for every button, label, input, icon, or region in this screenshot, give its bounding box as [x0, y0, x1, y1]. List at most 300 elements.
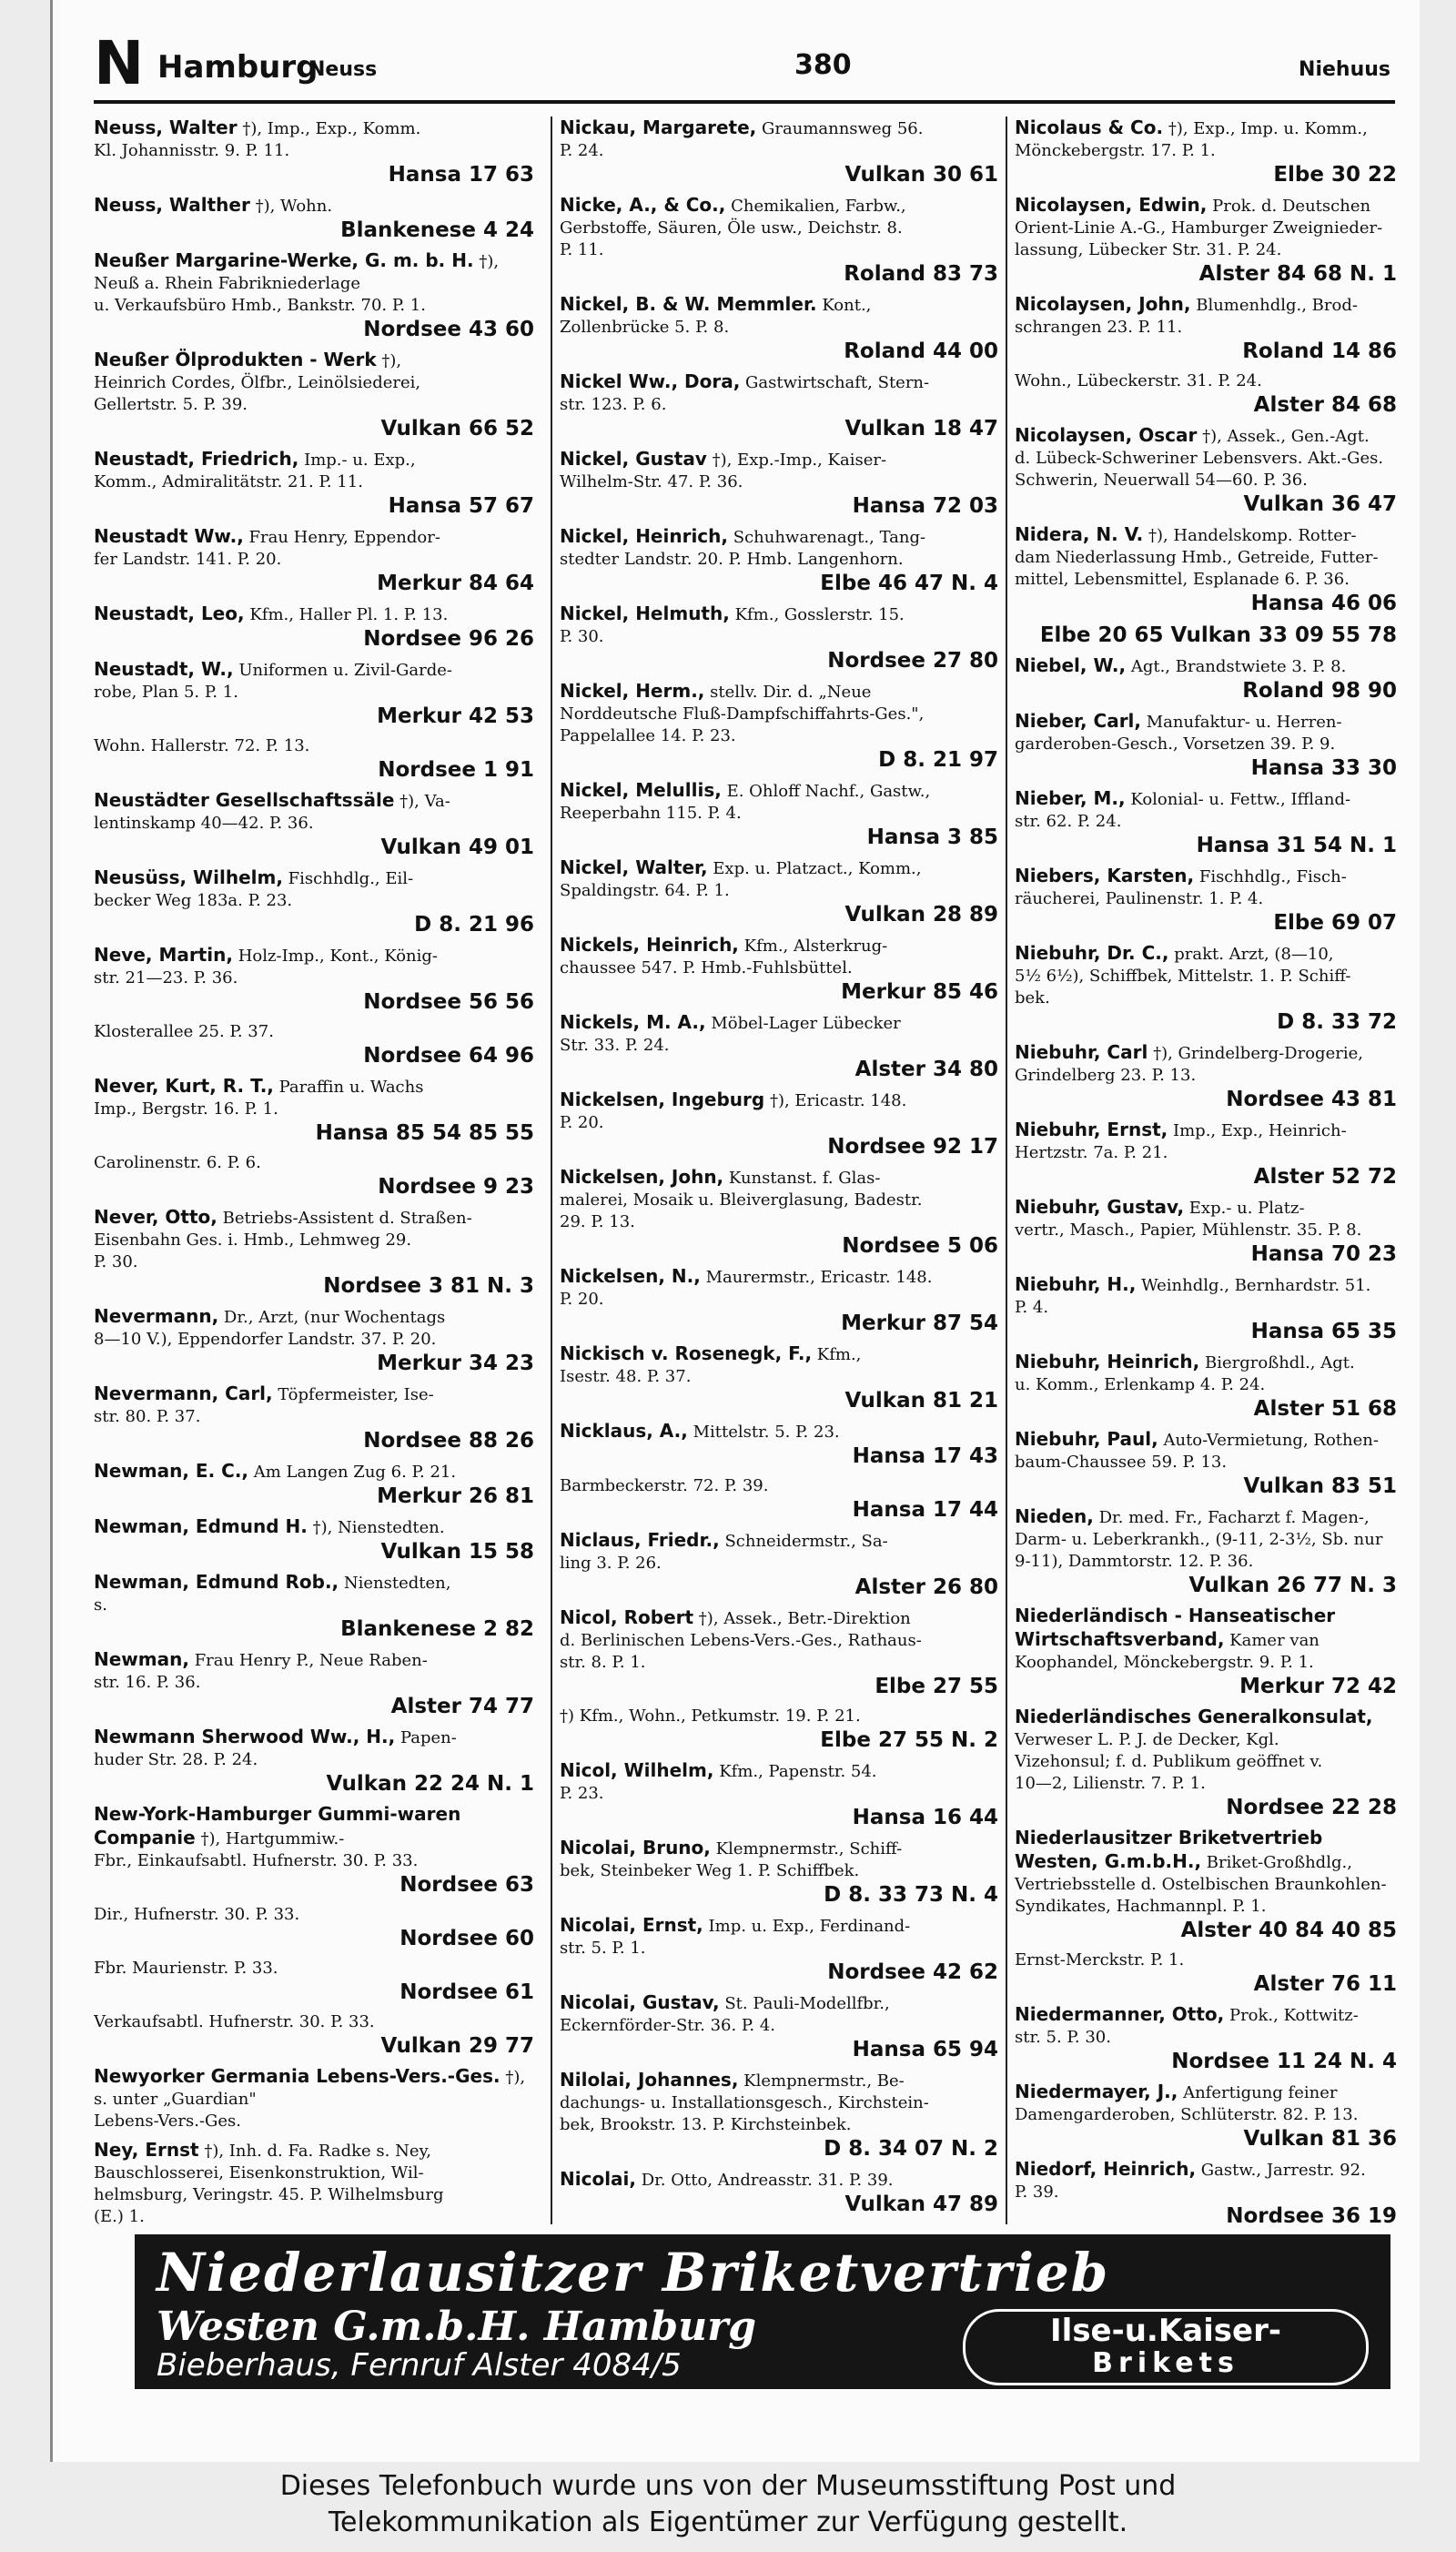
entry-detail: Blumenhdlg., Brod- [1196, 296, 1358, 315]
entry-detail: Auto-Vermietung, Rothen- [1163, 1431, 1379, 1450]
entry-detail: P. 24. [560, 141, 604, 160]
phone-number: D 8. 34 07 N. 2 [824, 2137, 998, 2161]
entry-name: Nicolaysen, Edwin, [1015, 194, 1208, 216]
entry-name: Niedorf, Heinrich, [1015, 2158, 1197, 2180]
entry-detail: lentinskamp 40—42. P. 36. [94, 814, 314, 833]
entry-detail: †), Assek., Betr.-Direktion [698, 1609, 911, 1628]
entry-name: Nickelsen, John, [560, 1166, 724, 1188]
directory-entry [560, 934, 998, 1005]
directory-entry [560, 370, 998, 441]
entry-detail: Eckernförder-Str. 36. P. 4. [560, 2016, 776, 2035]
entry-name: Newman, Edmund H. [94, 1515, 308, 1537]
entry-detail: †), Handelskomp. Rotter- [1148, 526, 1357, 545]
phone-number: Nordsee 27 80 [827, 649, 998, 673]
entry-name: Nicolaus & Co. [1015, 116, 1164, 138]
directory-entry [560, 448, 998, 519]
entry-detail: Hertzstr. 7a. P. 21. [1015, 1143, 1168, 1162]
entry-detail: Papen- [399, 1728, 457, 1747]
entry-detail: bek, Brookstr. 13. P. Kirchsteinbek. [560, 2115, 852, 2134]
entry-detail: Holz-Imp., Kont., König- [238, 947, 438, 966]
directory-entry [1015, 2158, 1397, 2224]
phone-number: Hansa 31 54 N. 1 [1196, 834, 1397, 857]
directory-entry [94, 1382, 534, 1453]
phone-number: Hansa 65 94 [852, 2038, 998, 2061]
directory-entry [94, 249, 534, 342]
directory-entry [1015, 1428, 1397, 1499]
entry-name: Nickel Ww., Dora, [560, 370, 741, 392]
phone-number: Nordsee 92 17 [827, 1135, 998, 1159]
entry-detail: Chemikalien, Farbw., [731, 197, 906, 216]
entry-name: Nickel, B. & W. Memmler. [560, 293, 817, 315]
phone-number: Nordsee 60 [399, 1927, 534, 1950]
entry-name: Nieber, Carl, [1015, 710, 1142, 732]
entry-name: Niedermanner, Otto, [1015, 2003, 1225, 2025]
directory-entry [94, 1206, 534, 1299]
entry-name: Never, Kurt, R. T., [94, 1075, 274, 1097]
entry-detail: Mittelstr. 5. P. 23. [693, 1423, 840, 1442]
ad-company-name: Niederlausitzer Briketvertrieb [157, 2242, 1110, 2304]
phone-number: Blankenese 4 24 [340, 218, 534, 242]
directory-entry [94, 1460, 534, 1509]
phone-number: Elbe 27 55 [875, 1675, 998, 1698]
entry-name: Nevermann, Carl, [94, 1382, 273, 1404]
range-end-name: Niehuus [1299, 58, 1390, 81]
entry-detail: †), [381, 351, 402, 370]
entry-name: Niebers, Karsten, [1015, 865, 1195, 886]
entry-detail: chaussee 547. P. Hmb.-Fuhlsbüttel. [560, 958, 853, 977]
entry-detail: P. 20. [560, 1290, 604, 1309]
directory-entry [1015, 1505, 1397, 1598]
entry-detail: dachungs- u. Installationsgesch., Kirchstein- [560, 2093, 929, 2112]
entry-detail: Frau Henry P., Neue Raben- [194, 1651, 428, 1670]
entry-name: Nickel, Herm., [560, 680, 705, 702]
entry-name: Nickel, Helmuth, [560, 603, 730, 624]
phone-number: Alster 84 68 [1253, 393, 1397, 417]
entry-name: Nidera, N. V. [1015, 523, 1144, 545]
entry-name: Neuss, Walter [94, 116, 238, 138]
entry-detail: Lebens-Vers.-Ges. [94, 2111, 242, 2131]
entry-detail: Prok. d. Deutschen [1212, 197, 1371, 216]
entry-name: Niclaus, Friedr., [560, 1529, 720, 1551]
entry-name: Newman, Edmund Rob., [94, 1571, 339, 1593]
archive-notice-line-2: Telekommunikation als Eigentümer zur Verfügung gestellt. [328, 2506, 1128, 2538]
entry-name: Neußer Ölprodukten - Werk [94, 349, 377, 370]
phone-number: Hansa 85 54 85 55 [315, 1121, 534, 1145]
entry-name: Nicolai, Bruno, [560, 1837, 711, 1858]
entry-detail: Betriebs-Assistent d. Straßen- [222, 1209, 472, 1228]
directory-entry [1015, 1706, 1397, 1820]
directory-entry [560, 1420, 998, 1469]
directory-entry [94, 448, 534, 519]
entry-detail: 10—2, Lilienstr. 7. P. 1. [1015, 1774, 1206, 1793]
phone-number: Elbe 30 22 [1273, 163, 1397, 187]
archive-notice-line-1: Dieses Telefonbuch wurde uns von der Museumsstiftung Post und [279, 2470, 1177, 2502]
directory-entry [560, 1166, 998, 1259]
entry-name: Nickel, Melullis, [560, 779, 722, 801]
entry-name: Neusüss, Wilhelm, [94, 866, 283, 888]
phone-number: Roland 83 73 [844, 262, 998, 286]
entry-detail: Darm- u. Leberkrankh., (9-11, 2-3½, Sb. nur [1015, 1530, 1383, 1549]
entry-detail: Exp.- u. Platz- [1188, 1199, 1305, 1218]
directory-entry [94, 735, 534, 783]
phone-number: Alster 34 80 [854, 1058, 998, 1081]
directory-entry [94, 1152, 534, 1200]
entry-name: New-York-Hamburger Gummi-waren Companie [94, 1803, 461, 1848]
entry-detail: St. Pauli-Modellfbr., [724, 1994, 890, 2013]
phone-number: Vulkan 66 52 [380, 417, 534, 441]
phone-number: Nordsee 42 62 [827, 1960, 998, 1984]
directory-entry [1015, 623, 1397, 648]
entry-detail: †) Kfm., Wohn., Petkumstr. 19. P. 21. [560, 1706, 861, 1726]
page-header [94, 27, 1395, 104]
entry-detail: †), Ericastr. 148. [769, 1091, 907, 1110]
phone-number: Vulkan 26 77 N. 3 [1188, 1574, 1397, 1597]
entry-detail: 5½ 6½), Schiffbek, Mittelstr. 1. P. Schiff- [1015, 967, 1351, 986]
entry-detail: Wohn. Hallerstr. 72. P. 13. [94, 736, 310, 755]
entry-name: Never, Otto, [94, 1206, 217, 1228]
entry-detail: †), Hartgummiw.- [200, 1829, 345, 1848]
entry-detail: Dr. med. Fr., Facharzt f. Magen-, [1098, 1508, 1370, 1527]
entry-detail: str. 80. P. 37. [94, 1407, 201, 1426]
entry-detail: Frau Henry, Eppendor- [248, 528, 440, 547]
entry-detail: Norddeutsche Fluß-Dampfschiffahrts-Ges.", [560, 704, 925, 724]
entry-detail: str. 5. P. 1. [560, 1939, 646, 1958]
phone-number: Alster 51 68 [1253, 1397, 1397, 1421]
phone-number: Merkur 84 64 [377, 572, 534, 595]
entry-name: Nieber, M., [1015, 787, 1126, 809]
phone-number: Nordsee 1 91 [378, 758, 534, 782]
page-number: 380 [794, 49, 852, 81]
entry-detail: schrangen 23. P. 11. [1015, 318, 1183, 337]
directory-entry [560, 1759, 998, 1830]
directory-entry [94, 525, 534, 596]
phone-number: D 8. 21 96 [414, 913, 534, 937]
entry-detail: Verkaufsabtl. Hufnerstr. 30. P. 33. [94, 2012, 375, 2031]
entry-detail: becker Weg 183a. P. 23. [94, 891, 293, 910]
entry-detail: Prok., Kottwitz- [1228, 2006, 1359, 2025]
entry-detail: Schneidermstr., Sa- [724, 1532, 888, 1551]
entry-name: Nicol, Robert [560, 1606, 694, 1628]
entry-detail: räucherei, Paulinenstr. 1. P. 4. [1015, 889, 1264, 908]
entry-name: Neuss, Walther [94, 194, 250, 216]
entry-detail: Gastwirtschaft, Stern- [745, 373, 930, 392]
phone-number: Alster 52 72 [1253, 1165, 1397, 1189]
directory-entry [560, 293, 998, 364]
directory-entry [1015, 1827, 1397, 1943]
entry-name: Newmann Sherwood Ww., H., [94, 1726, 396, 1747]
entry-detail: Anfertigung feiner [1183, 2083, 1338, 2102]
directory-entry [1015, 523, 1397, 616]
phone-number: Vulkan 15 58 [380, 1540, 534, 1564]
directory-entry [94, 1571, 534, 1642]
entry-detail: huder Str. 28. P. 24. [94, 1750, 258, 1769]
entry-name: Neustadt Ww., [94, 525, 244, 547]
phone-number: D 8. 33 73 N. 4 [824, 1883, 998, 1907]
entry-name: Nevermann, [94, 1305, 219, 1327]
directory-entry [560, 856, 998, 927]
directory-entry [560, 1991, 998, 2062]
directory-entry [1015, 194, 1397, 287]
entry-name: Nicklaus, A., [560, 1420, 688, 1442]
entry-detail: str. 123. P. 6. [560, 395, 667, 414]
entry-detail: Kfm., Papenstr. 54. [719, 1762, 877, 1781]
entry-detail: Kfm., Alsterkrug- [743, 937, 888, 956]
entry-detail: E. Ohloff Nachf., Gastw., [726, 782, 931, 801]
entry-detail: Kamer van [1229, 1631, 1320, 1650]
phone-number: Hansa 46 06 [1250, 592, 1397, 615]
directory-entry [94, 2139, 534, 2224]
entry-detail: Syndikates, Hachmannpl. P. 1. [1015, 1897, 1267, 1916]
entry-detail: P. 23. [560, 1784, 604, 1803]
entry-detail: Imp.- u. Exp., [304, 451, 416, 470]
phone-number: Hansa 17 43 [852, 1444, 998, 1468]
directory-entry [94, 603, 534, 652]
entry-name: Newman, E. C., [94, 1460, 249, 1482]
phone-number: Merkur 87 54 [841, 1311, 998, 1335]
listing-column-3 [1006, 116, 1397, 2224]
phone-number: Nordsee 11 24 N. 4 [1171, 2050, 1397, 2073]
entry-detail: bek, Steinbeker Weg 1. P. Schiffbek. [560, 1861, 860, 1880]
directory-entry [94, 1515, 534, 1565]
phone-number: Merkur 42 53 [377, 704, 534, 728]
entry-name: Niedermayer, J., [1015, 2081, 1178, 2102]
entry-name [560, 2223, 725, 2224]
entry-detail: Pappelallee 14. P. 23. [560, 726, 736, 745]
entry-name: Nilolai, Johannes, [560, 2069, 739, 2091]
phone-number: Nordsee 88 26 [363, 1429, 534, 1453]
entry-name: Neve, Martin, [94, 944, 233, 966]
phone-number: Alster 76 11 [1253, 1972, 1397, 1996]
entry-detail: Imp., Bergstr. 16. P. 1. [94, 1099, 278, 1119]
phone-number: Nordsee 22 28 [1226, 1796, 1397, 1819]
entry-name: Niebuhr, Gustav, [1015, 1196, 1185, 1218]
ad-badge-line-2: Brikets [1092, 2347, 1239, 2379]
entry-detail: u. Verkaufsbüro Hmb., Bankstr. 70. P. 1. [94, 296, 426, 315]
entry-detail: stedter Landstr. 20. P. Hmb. Langenhorn. [560, 550, 904, 569]
entry-detail: Damengarderoben, Schlüterstr. 82. P. 13. [1015, 2105, 1359, 2124]
phone-number: Alster 74 77 [390, 1695, 534, 1718]
directory-entry [94, 2011, 534, 2059]
entry-name: Nicolaysen, John, [1015, 293, 1191, 315]
directory-entry [1015, 370, 1397, 418]
advertisement-banner [135, 2234, 1390, 2389]
entry-detail: Kolonial- u. Fettw., Iffland- [1130, 790, 1351, 809]
ad-company-location: Westen G.m.b.H. Hamburg [157, 2304, 757, 2350]
directory-entry [560, 603, 998, 673]
directory-entry [1015, 2081, 1397, 2152]
entry-detail: †), Wohn. [255, 197, 333, 216]
directory-entry [94, 789, 534, 860]
directory-entry [560, 1706, 998, 1753]
entry-name: Niederländisch - Hanseatischer Wirtschaftsverband, [1015, 1605, 1336, 1650]
entry-detail: Uniformen u. Zivil-Garde- [238, 661, 453, 680]
entry-detail: Ernst-Merckstr. P. 1. [1015, 1950, 1185, 1970]
entry-detail: Reeperbahn 115. P. 4. [560, 804, 742, 823]
phone-number: Alster 26 80 [854, 1575, 998, 1599]
entry-name: Niebuhr, H., [1015, 1273, 1137, 1295]
entry-detail: Paraffin u. Wachs [278, 1078, 424, 1097]
phone-number: Vulkan 83 51 [1243, 1474, 1397, 1498]
entry-detail: str. 21—23. P. 36. [94, 968, 238, 987]
directory-entry [560, 525, 998, 596]
ad-badge-line-1: Ilse-u.Kaiser- [1050, 2313, 1281, 2349]
entry-detail: Bauschlosserei, Eisenkonstruktion, Wil- [94, 2163, 424, 2182]
directory-entry [94, 1648, 534, 1719]
phone-number: Vulkan 49 01 [380, 835, 534, 859]
entry-name: Nicol, Wilhelm, [560, 1759, 714, 1781]
directory-entry [560, 1606, 998, 1699]
entry-name: Newyorker Germania Lebens-Vers.-Ges. [94, 2065, 500, 2087]
entry-name: Nicolai, Gustav, [560, 1991, 720, 2013]
phone-number: Nordsee 5 06 [842, 1234, 998, 1258]
entry-name: Neußer Margarine-Werke, G. m. b. H. [94, 249, 474, 271]
directory-entry [94, 194, 534, 243]
entry-detail: 29. P. 13. [560, 1212, 635, 1231]
entry-name: Neustadt, Friedrich, [94, 448, 299, 470]
directory-entry [560, 1475, 998, 1523]
entry-detail: prakt. Arzt, (8—10, [1174, 945, 1334, 964]
entry-detail: Fbr., Einkaufsabtl. Hufnerstr. 30. P. 33. [94, 1851, 419, 1870]
phone-number: Hansa 72 03 [852, 494, 998, 518]
entry-detail: †), s. unter „Guardian" [94, 2068, 526, 2109]
entry-detail: Kont., [822, 296, 872, 315]
entry-detail: Dr. Otto, Andreasstr. 31. P. 39. [641, 2171, 894, 2190]
entry-detail: †), Va- [399, 792, 450, 811]
entry-detail: Gellertstr. 5. P. 39. [94, 395, 248, 414]
entry-name: Nickisch v. Rosenegk, F., [560, 1342, 813, 1364]
phone-number: Nordsee 36 19 [1226, 2204, 1397, 2224]
entry-detail: Maurermstr., Ericastr. 148. [705, 1268, 933, 1287]
entry-detail: Barmbeckerstr. 72. P. 39. [560, 1476, 769, 1495]
entry-detail: P. 20. [560, 1113, 604, 1132]
entry-detail: †), Grindelberg-Drogerie, [1153, 1044, 1363, 1063]
phone-number: Vulkan 30 61 [844, 163, 998, 187]
entry-detail: Imp., Exp., Heinrich- [1173, 1121, 1347, 1140]
entry-name: Nicolai, Ernst, [560, 1914, 703, 1936]
phone-number: Vulkan 22 24 N. 1 [326, 1772, 534, 1796]
directory-entry [560, 1529, 998, 1600]
entry-name: Niederlausitzer Briketvertrieb Westen, G.m.b.H., [1015, 1827, 1323, 1872]
directory-entry [1015, 1273, 1397, 1344]
phone-number: Hansa 65 35 [1250, 1320, 1397, 1343]
entry-detail: Nienstedten, [343, 1574, 451, 1593]
city-name: Hamburg [157, 49, 318, 86]
entry-name: Niebuhr, Paul, [1015, 1428, 1158, 1450]
entry-detail: baum-Chaussee 59. P. 13. [1015, 1453, 1228, 1472]
entry-name: Nickelsen, Ingeburg [560, 1089, 765, 1110]
entry-detail: str. 8. P. 1. [560, 1653, 646, 1672]
entry-detail: lassung, Lübecker Str. 31. P. 24. [1015, 240, 1282, 259]
phone-number: Hansa 17 63 [388, 163, 534, 187]
entry-detail: Weinhdlg., Bernhardstr. 51. [1141, 1276, 1371, 1295]
directory-entry [560, 1342, 998, 1413]
directory-entry [1015, 1949, 1397, 1997]
entry-detail: helmsburg, Veringstr. 45. P. Wilhelmsburg [94, 2185, 444, 2204]
entry-detail: Agt., Brandstwiete 3. P. 8. [1130, 657, 1347, 676]
entry-detail: robe, Plan 5. P. 1. [94, 683, 238, 702]
entry-name: Nickel, Walter, [560, 856, 708, 878]
directory-entry [1015, 116, 1397, 187]
entry-detail: Kunstanst. f. Glas- [728, 1169, 881, 1188]
directory-entry [560, 1011, 998, 1082]
phone-number: Nordsee 3 81 N. 3 [323, 1274, 534, 1298]
entry-detail: garderoben-Gesch., Vorsetzen 39. P. 9. [1015, 734, 1336, 754]
entry-detail: Manufaktur- u. Herren- [1146, 713, 1342, 732]
phone-number: Hansa 17 44 [852, 1498, 998, 1522]
entry-detail: dam Niederlassung Hmb., Getreide, Futter- [1015, 548, 1379, 567]
phone-number: Hansa 57 67 [388, 494, 534, 518]
entry-detail: Klempnermstr., Schiff- [715, 1839, 903, 1858]
entry-detail: Vertriebsstelle d. Ostelbischen Braunkohlen- [1015, 1875, 1387, 1894]
directory-entry [1015, 787, 1397, 858]
phone-number: Vulkan 47 89 [844, 2192, 998, 2216]
entry-detail: Biergroßhdl., Agt. [1204, 1353, 1355, 1372]
entry-name: Nicolaysen, Oscar [1015, 424, 1198, 446]
directory-entry [1015, 942, 1397, 1035]
directory-entry [1015, 654, 1397, 704]
phone-number: Vulkan 18 47 [844, 417, 998, 441]
entry-detail: †), Imp., Exp., Komm. [242, 119, 421, 138]
phone-number: Nordsee 56 56 [363, 990, 534, 1014]
phone-number: Nordsee 96 26 [363, 627, 534, 651]
directory-entry [1015, 1041, 1397, 1112]
directory-entry [560, 194, 998, 287]
entry-detail: Dr., Arzt, (nur Wochentags [223, 1308, 446, 1327]
entry-name: Ney, Ernst [94, 2139, 199, 2161]
directory-page [50, 0, 1420, 2462]
entry-detail: Kfm., Gosslerstr. 15. [734, 605, 905, 624]
entry-detail: †), Nienstedten. [312, 1518, 445, 1537]
entry-detail: †), Exp., Imp. u. Komm., [1168, 119, 1368, 138]
phone-number: Nordsee 43 60 [363, 318, 534, 341]
entry-name: Nickau, Margarete, [560, 116, 757, 138]
listing-column-1 [94, 116, 534, 2224]
entry-detail: P. 4. [1015, 1298, 1049, 1317]
phone-number: D 8. 33 72 [1277, 1010, 1397, 1034]
ad-product-badge [963, 2309, 1369, 2385]
entry-detail: Wilhelm-Str. 47. P. 36. [560, 472, 743, 491]
entry-detail: Klempnermstr., Be- [743, 2071, 905, 2091]
phone-number: Vulkan 36 47 [1243, 492, 1397, 516]
entry-detail: 8—10 V.), Eppendorfer Landstr. 37. P. 20. [94, 1330, 437, 1349]
phone-number: Nordsee 9 23 [378, 1175, 534, 1199]
phone-number: Merkur 26 81 [377, 1484, 534, 1508]
entry-name: Neustadt, W., [94, 658, 234, 680]
phone-number: Hansa 33 30 [1250, 756, 1397, 780]
entry-name: Nicolai, [560, 2168, 636, 2190]
directory-entry [94, 1075, 534, 1146]
entry-detail: Vizehonsul; f. d. Publikum geöffnet v. [1015, 1752, 1323, 1771]
phone-number: Vulkan 29 77 [380, 2034, 534, 2058]
directory-entry [560, 2069, 998, 2162]
directory-entry [1015, 293, 1397, 364]
directory-entry [560, 1089, 998, 1160]
entry-detail: stellv. Dir. d. „Neue [710, 683, 872, 702]
archive-notice [0, 2468, 1456, 2552]
entry-detail: u. Komm., Erlenkamp 4. P. 24. [1015, 1375, 1266, 1394]
entry-detail: Töpfermeister, Ise- [278, 1385, 434, 1404]
directory-entry [560, 1837, 998, 1908]
phone-number: Roland 98 90 [1242, 679, 1397, 703]
entry-detail: †), Inh. d. Fa. Radke s. Ney, [204, 2142, 432, 2161]
entry-detail: mittel, Lebensmittel, Esplanade 6. P. 36. [1015, 570, 1350, 589]
entry-name: Nickels, M. A., [560, 1011, 706, 1033]
entry-detail: P. 39. [1015, 2182, 1059, 2202]
entry-detail: Kfm., Haller Pl. 1. P. 13. [249, 605, 449, 624]
entry-detail: Exp. u. Platzact., Komm., [713, 859, 922, 878]
phone-number: Nordsee 63 [399, 1873, 534, 1897]
entry-detail: Dir., Hufnerstr. 30. P. 33. [94, 1905, 300, 1924]
